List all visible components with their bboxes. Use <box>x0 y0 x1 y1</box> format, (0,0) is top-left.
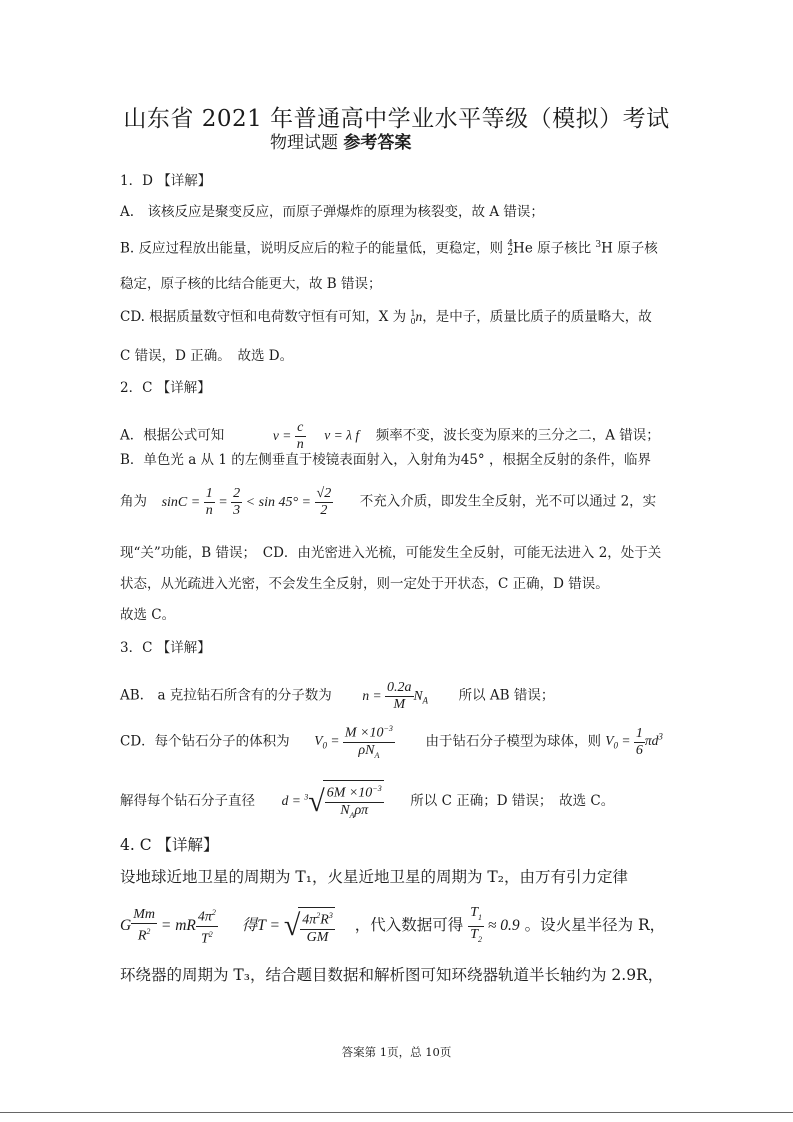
q2-option-b-line4: 状态，从光疏进入光密，不会发生全反射，则一定处于开状态，C 正确，D 错误。 <box>120 576 609 592</box>
q1-heading: 1．D 【详解】 <box>120 173 212 189</box>
formula-gravitation: G $\frac{Mm}{R^2}$ = mR $\frac{4\pi^2}{T^2}$ <box>120 917 218 934</box>
q4-line3: 环绕器的周期为 T₃，结合题目数据和解析图可知环绕器轨道半长轴约为 2.9R， <box>120 966 664 984</box>
q3-option-cd: CD．每个钻石分子的体积为 $V_0$ = $\frac{M \times 10^{-3}}{\rho N_A}$ 由于钻石分子模型为球体，则 $V_0$ = $\frac{1}{6}$ $\pi d^3$ <box>120 721 663 763</box>
q2-option-a: A．根据公式可知 v = $\frac{c}{n}$ v = λ f 频率不变，波长变为原来的三分之二，A 错误； <box>120 420 660 452</box>
formula-molecule-volume: $V_0$ = $\frac{M \times 10^{-3}}{\rho N_A}$ <box>314 733 395 748</box>
q1-option-cd-line1: CD. 根据质量数守恒和电荷数守恒有可知，X 为 1 0 n，是中子，质量比质子的质量略大，故 <box>120 308 652 326</box>
q4-line2: G $\frac{Mm}{R^2}$ = mR $\frac{4\pi^2}{T^2}$ 得T = √ $\frac{4\pi^2R^3}{GM}$ ，代入数据可得 $\frac{T_1}{T_2}$ ≈ 0.9 。设火星半径为 R， <box>120 905 666 947</box>
page-title: 山东省 2021 年普通高中学业水平等级（模拟）考试 <box>123 106 670 132</box>
q2-option-b-line2: 角为 sinC = $\frac{1}{n}$ = $\frac{2}{3}$ < sin 45° = $\frac{√2}{2}$ 不充入介质，即发生全反射，光不可以通过 2，实 <box>120 486 657 518</box>
formula-sphere-volume: $V_0$ = $\frac{1}{6}$ $\pi d^3$ <box>605 725 663 758</box>
formula-critical-angle: sinC = $\frac{1}{n}$ = $\frac{2}{3}$ < sin 45° = $\frac{√2}{2}$ <box>161 486 332 518</box>
subtitle-prefix: 物理试题 <box>270 133 338 153</box>
formula-v-c-n: v = $\frac{c}{n}$ <box>272 420 304 452</box>
q1-option-b-line1: B. 反应过程放出能量，说明反应后的粒子的能量低，更稳定，则 4 2 He 原子核比 $^3$H 原子核 <box>120 239 658 258</box>
q2-option-b-line1: B．单色光 a 从 1 的左侧垂直于棱镜表面射入，入射角为45° ，根据全反射的条件，临界 <box>120 452 651 468</box>
q1-option-a: A. 该核反应是聚变反应，而原子弹爆炸的原理为核裂变，故 A 错误； <box>120 204 544 220</box>
q1-option-b-line2: 稳定，原子核的比结合能更大，故 B 错误； <box>120 276 382 292</box>
subtitle-bold: 参考答案 <box>343 133 412 153</box>
q3-option-ab: AB. a 克拉钻石所含有的分子数为 n = $\frac{0.2a}{M}$ $N_A$ 所以 AB 错误； <box>120 680 555 712</box>
formula-period-ratio: $\frac{T_1}{T_2}$ ≈ 0.9 <box>470 905 520 944</box>
page-footer: 答案第 1页，总 10页 <box>341 1045 452 1059</box>
q2-conclusion: 故选 C。 <box>120 607 176 623</box>
formula-molecule-count: n = $\frac{0.2a}{M}$ $N_A$ <box>362 680 429 712</box>
nuclide-h-mass: 3 <box>595 240 602 250</box>
q3-heading: 3．C 【详解】 <box>120 640 211 656</box>
q4-heading: 4. C 【详解】 <box>120 836 219 854</box>
neutron-symbol: 1 0 n <box>410 308 423 326</box>
q2-heading: 2．C 【详解】 <box>120 380 211 396</box>
q1-option-cd-line2: C 错误，D 正确。 故选 D。 <box>120 348 294 364</box>
formula-diameter: d = $^3$√ $\frac{6M \times 10^{-3}}{N_A\rho\pi}$ <box>282 793 384 808</box>
nuclide-he: 4 2 <box>507 239 514 258</box>
q2-option-b-line3: 现“关”功能，B 错误； CD．由光密进入光梳，可能发生全反射，可能无法进入 2，处于关 <box>120 545 662 561</box>
formula-v-lambda-f: v = λ f <box>324 427 360 443</box>
q4-line1: 设地球近地卫星的周期为 T₁，火星近地卫星的周期为 T₂，由万有引力定律 <box>120 868 628 886</box>
formula-period: 得T = √ $\frac{4\pi^2R^3}{GM}$ <box>242 917 335 934</box>
q3-diameter: 解得每个钻石分子直径 d = $^3$√ $\frac{6M \times 10^{-3}}{N_A\rho\pi}$ 所以 C 正确；D 错误； 故选 C。 <box>120 780 614 823</box>
bottom-divider <box>0 1112 793 1113</box>
page-subtitle <box>270 128 411 153</box>
